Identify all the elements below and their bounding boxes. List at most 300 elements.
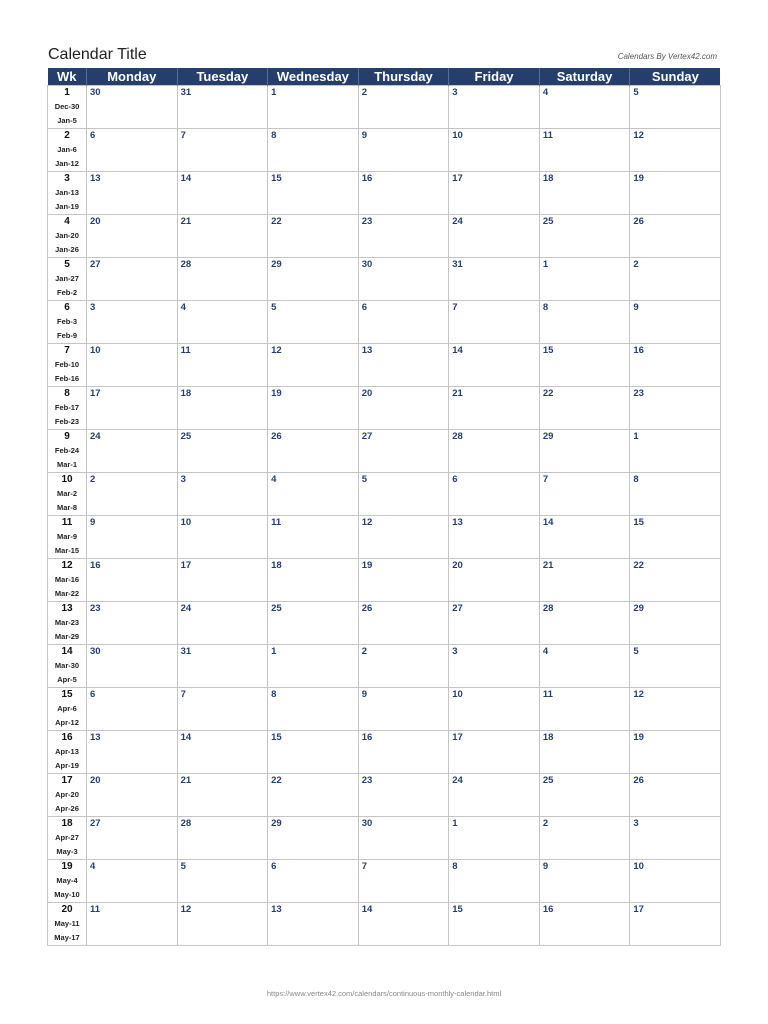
day-cell[interactable] bbox=[630, 559, 721, 602]
week-number: 19 bbox=[61, 861, 73, 872]
day-cell[interactable] bbox=[177, 559, 268, 602]
week-label-cell bbox=[48, 387, 87, 430]
day-cell[interactable] bbox=[539, 129, 630, 172]
day-cell[interactable] bbox=[630, 387, 721, 430]
day-number: 11 bbox=[271, 517, 282, 528]
week-label-cell bbox=[48, 86, 87, 129]
day-cell[interactable] bbox=[358, 430, 449, 473]
day-cell[interactable] bbox=[268, 172, 359, 215]
day-number: 10 bbox=[180, 517, 192, 528]
day-number: 1 bbox=[452, 818, 458, 829]
week-label-cell bbox=[48, 344, 87, 387]
day-cell[interactable] bbox=[87, 860, 178, 903]
week-end-date: Apr-26 bbox=[55, 804, 79, 813]
day-number: 18 bbox=[180, 388, 192, 399]
day-cell[interactable] bbox=[177, 774, 268, 817]
day-number: 29 bbox=[271, 818, 282, 829]
day-cell[interactable] bbox=[268, 559, 359, 602]
day-cell[interactable] bbox=[268, 731, 359, 774]
week-end-date: Feb-9 bbox=[56, 331, 77, 340]
day-number: 15 bbox=[542, 345, 554, 356]
day-cell[interactable] bbox=[177, 645, 268, 688]
day-cell[interactable] bbox=[87, 387, 178, 430]
day-cell[interactable] bbox=[87, 774, 178, 817]
vertex42-credit: Calendars By Vertex42.com bbox=[617, 52, 717, 61]
day-number: 7 bbox=[180, 130, 186, 141]
day-cell[interactable] bbox=[539, 86, 630, 129]
week-end-date: Apr-19 bbox=[55, 761, 79, 770]
day-number: 22 bbox=[633, 560, 644, 571]
week-end-date: Mar-22 bbox=[54, 589, 80, 598]
day-cell[interactable] bbox=[539, 774, 630, 817]
day-number: 26 bbox=[633, 216, 644, 227]
day-number: 26 bbox=[361, 603, 373, 614]
day-number: 4 bbox=[542, 646, 549, 657]
day-cell[interactable] bbox=[539, 215, 630, 258]
day-cell[interactable] bbox=[539, 473, 630, 516]
day-cell[interactable] bbox=[539, 602, 630, 645]
day-number: 16 bbox=[633, 345, 644, 356]
week-start-date: Feb-17 bbox=[54, 403, 80, 412]
week-row bbox=[48, 129, 721, 172]
week-start-date: Apr-13 bbox=[55, 747, 79, 756]
week-label-cell bbox=[48, 602, 87, 645]
day-cell[interactable] bbox=[358, 731, 449, 774]
day-cell[interactable] bbox=[358, 817, 449, 860]
day-cell[interactable] bbox=[539, 516, 630, 559]
week-start-date: Dec-30 bbox=[54, 102, 80, 111]
week-label-cell bbox=[48, 731, 87, 774]
day-number: 7 bbox=[452, 302, 458, 313]
day-cell[interactable] bbox=[87, 645, 178, 688]
day-cell[interactable] bbox=[268, 774, 359, 817]
week-row bbox=[48, 86, 721, 129]
day-cell[interactable] bbox=[358, 344, 449, 387]
day-cell[interactable] bbox=[449, 559, 540, 602]
week-label-cell bbox=[48, 129, 87, 172]
day-number: 14 bbox=[180, 173, 192, 184]
calendar-grid bbox=[47, 68, 721, 946]
day-cell[interactable] bbox=[177, 301, 268, 344]
week-end-date: May-10 bbox=[54, 890, 80, 899]
week-end-date: Mar-1 bbox=[56, 460, 77, 469]
day-cell[interactable] bbox=[449, 774, 540, 817]
day-number: 31 bbox=[180, 87, 192, 98]
day-cell[interactable] bbox=[630, 602, 721, 645]
day-number: 6 bbox=[271, 861, 277, 872]
day-number: 20 bbox=[90, 216, 101, 227]
day-number: 27 bbox=[90, 259, 101, 270]
day-number: 31 bbox=[452, 259, 463, 270]
day-cell[interactable] bbox=[449, 172, 540, 215]
header-day-friday: Friday bbox=[449, 68, 540, 86]
day-cell[interactable] bbox=[87, 731, 178, 774]
day-number: 15 bbox=[271, 732, 282, 743]
day-cell[interactable] bbox=[87, 473, 178, 516]
day-number: 27 bbox=[90, 818, 101, 829]
day-cell[interactable] bbox=[87, 602, 178, 645]
day-number: 17 bbox=[452, 732, 463, 743]
day-cell[interactable] bbox=[358, 774, 449, 817]
day-cell[interactable] bbox=[87, 258, 178, 301]
week-end-date: Mar-29 bbox=[54, 632, 80, 641]
day-cell[interactable] bbox=[630, 129, 721, 172]
day-cell[interactable] bbox=[449, 215, 540, 258]
week-end-date: Feb-2 bbox=[56, 288, 77, 297]
week-number: 13 bbox=[61, 603, 73, 614]
day-cell[interactable] bbox=[358, 860, 449, 903]
week-row bbox=[48, 559, 721, 602]
day-cell[interactable] bbox=[449, 301, 540, 344]
day-cell[interactable] bbox=[630, 473, 721, 516]
day-number: 10 bbox=[452, 689, 463, 700]
day-number: 6 bbox=[452, 474, 458, 485]
day-number: 1 bbox=[271, 87, 277, 98]
day-cell[interactable] bbox=[630, 172, 721, 215]
day-number: 5 bbox=[271, 302, 277, 313]
day-cell[interactable] bbox=[268, 129, 359, 172]
day-cell[interactable] bbox=[539, 344, 630, 387]
day-number: 4 bbox=[542, 87, 549, 98]
day-number: 7 bbox=[542, 474, 549, 485]
day-number: 21 bbox=[180, 775, 192, 786]
day-cell[interactable] bbox=[87, 301, 178, 344]
header-day-thursday: Thursday bbox=[358, 68, 449, 86]
week-number: 6 bbox=[64, 302, 70, 313]
day-cell[interactable] bbox=[87, 86, 178, 129]
day-number: 13 bbox=[90, 173, 101, 184]
week-label-cell bbox=[48, 860, 87, 903]
day-number: 6 bbox=[90, 130, 96, 141]
day-number: 14 bbox=[180, 732, 192, 743]
week-end-date: May-17 bbox=[54, 933, 80, 942]
day-cell[interactable] bbox=[177, 172, 268, 215]
day-number: 9 bbox=[633, 302, 639, 313]
day-cell[interactable] bbox=[177, 258, 268, 301]
week-number: 5 bbox=[64, 259, 70, 270]
day-number: 9 bbox=[361, 689, 367, 700]
day-number: 2 bbox=[542, 818, 549, 829]
week-number: 18 bbox=[61, 818, 73, 829]
week-start-date: Apr-27 bbox=[55, 833, 79, 842]
header-day-wednesday: Wednesday bbox=[268, 68, 359, 86]
day-number: 16 bbox=[361, 732, 373, 743]
day-cell[interactable] bbox=[358, 86, 449, 129]
day-cell[interactable] bbox=[87, 430, 178, 473]
day-number: 9 bbox=[90, 517, 96, 528]
day-cell[interactable] bbox=[449, 645, 540, 688]
day-cell[interactable] bbox=[630, 215, 721, 258]
day-cell[interactable] bbox=[268, 860, 359, 903]
week-end-date: Feb-23 bbox=[54, 417, 80, 426]
day-cell[interactable] bbox=[177, 387, 268, 430]
week-start-date: Apr-6 bbox=[57, 704, 77, 713]
day-number: 7 bbox=[361, 861, 367, 872]
week-end-date: May-3 bbox=[56, 847, 78, 856]
calendar-title[interactable]: Calendar Title bbox=[48, 46, 147, 63]
day-number: 24 bbox=[452, 216, 463, 227]
day-number: 21 bbox=[452, 388, 463, 399]
day-cell[interactable] bbox=[177, 903, 268, 946]
week-row bbox=[48, 301, 721, 344]
week-number: 20 bbox=[61, 904, 73, 915]
day-cell[interactable] bbox=[358, 215, 449, 258]
day-cell[interactable] bbox=[358, 645, 449, 688]
day-cell[interactable] bbox=[358, 903, 449, 946]
day-cell[interactable] bbox=[87, 688, 178, 731]
week-row bbox=[48, 387, 721, 430]
day-cell[interactable] bbox=[630, 774, 721, 817]
week-end-date: Apr-12 bbox=[55, 718, 79, 727]
week-end-date: Jan-19 bbox=[55, 202, 79, 211]
day-cell[interactable] bbox=[539, 688, 630, 731]
day-number: 24 bbox=[90, 431, 101, 442]
day-cell[interactable] bbox=[268, 516, 359, 559]
day-cell[interactable] bbox=[358, 387, 449, 430]
day-cell[interactable] bbox=[539, 903, 630, 946]
day-number: 4 bbox=[271, 474, 277, 485]
day-cell[interactable] bbox=[630, 86, 721, 129]
week-number: 1 bbox=[64, 87, 70, 98]
day-cell[interactable] bbox=[268, 688, 359, 731]
week-start-date: Jan-6 bbox=[57, 145, 77, 154]
week-row bbox=[48, 645, 721, 688]
day-cell[interactable] bbox=[539, 860, 630, 903]
day-number: 19 bbox=[271, 388, 282, 399]
week-start-date: Mar-16 bbox=[54, 575, 80, 584]
day-cell[interactable] bbox=[449, 473, 540, 516]
day-number: 11 bbox=[542, 130, 553, 141]
day-cell[interactable] bbox=[630, 430, 721, 473]
day-cell[interactable] bbox=[539, 258, 630, 301]
week-row bbox=[48, 731, 721, 774]
day-cell[interactable] bbox=[358, 129, 449, 172]
day-cell[interactable] bbox=[268, 301, 359, 344]
day-cell[interactable] bbox=[87, 817, 178, 860]
day-cell[interactable] bbox=[449, 258, 540, 301]
day-cell[interactable] bbox=[630, 645, 721, 688]
day-number: 28 bbox=[542, 603, 554, 614]
day-cell[interactable] bbox=[449, 86, 540, 129]
day-number: 2 bbox=[90, 474, 96, 485]
header-day-tuesday: Tuesday bbox=[177, 68, 268, 86]
day-cell[interactable] bbox=[449, 430, 540, 473]
header-day-sunday: Sunday bbox=[630, 68, 721, 86]
day-cell[interactable] bbox=[630, 817, 721, 860]
day-number: 28 bbox=[452, 431, 463, 442]
day-number: 3 bbox=[633, 818, 639, 829]
day-number: 4 bbox=[90, 861, 96, 872]
day-number: 31 bbox=[180, 646, 192, 657]
day-number: 12 bbox=[271, 345, 282, 356]
day-number: 20 bbox=[452, 560, 463, 571]
day-cell[interactable] bbox=[539, 387, 630, 430]
day-number: 5 bbox=[633, 87, 639, 98]
day-cell[interactable] bbox=[268, 430, 359, 473]
day-number: 9 bbox=[542, 861, 549, 872]
week-label-cell bbox=[48, 215, 87, 258]
day-number: 13 bbox=[452, 517, 463, 528]
day-cell[interactable] bbox=[358, 602, 449, 645]
day-cell[interactable] bbox=[539, 430, 630, 473]
week-start-date: Mar-9 bbox=[56, 532, 77, 541]
day-cell[interactable] bbox=[177, 344, 268, 387]
day-cell[interactable] bbox=[268, 344, 359, 387]
day-cell[interactable] bbox=[449, 817, 540, 860]
day-cell[interactable] bbox=[177, 215, 268, 258]
day-number: 6 bbox=[361, 302, 367, 313]
week-row bbox=[48, 172, 721, 215]
day-number: 17 bbox=[90, 388, 101, 399]
day-number: 3 bbox=[90, 302, 96, 313]
week-number: 10 bbox=[61, 474, 73, 485]
week-number: 2 bbox=[64, 130, 70, 141]
week-label-cell bbox=[48, 172, 87, 215]
day-number: 16 bbox=[361, 173, 373, 184]
week-start-date: Feb-24 bbox=[54, 446, 80, 455]
day-cell[interactable] bbox=[87, 344, 178, 387]
day-cell[interactable] bbox=[539, 645, 630, 688]
week-start-date: Feb-3 bbox=[56, 317, 77, 326]
day-cell[interactable] bbox=[449, 688, 540, 731]
day-cell[interactable] bbox=[630, 258, 721, 301]
day-cell[interactable] bbox=[358, 473, 449, 516]
day-cell[interactable] bbox=[449, 516, 540, 559]
day-cell[interactable] bbox=[358, 172, 449, 215]
day-cell[interactable] bbox=[449, 731, 540, 774]
day-cell[interactable] bbox=[268, 903, 359, 946]
week-start-date: Apr-20 bbox=[55, 790, 79, 799]
week-start-date: Jan-20 bbox=[55, 231, 79, 240]
day-cell[interactable] bbox=[539, 817, 630, 860]
day-number: 17 bbox=[633, 904, 644, 915]
day-cell[interactable] bbox=[449, 129, 540, 172]
day-cell[interactable] bbox=[87, 172, 178, 215]
day-cell[interactable] bbox=[358, 516, 449, 559]
day-number: 5 bbox=[633, 646, 639, 657]
day-cell[interactable] bbox=[87, 129, 178, 172]
week-start-date: Mar-23 bbox=[54, 618, 80, 627]
day-cell[interactable] bbox=[630, 301, 721, 344]
day-number: 8 bbox=[542, 302, 549, 313]
day-cell[interactable] bbox=[449, 344, 540, 387]
week-start-date: May-11 bbox=[54, 919, 80, 928]
day-number: 25 bbox=[542, 216, 554, 227]
day-number: 19 bbox=[361, 560, 373, 571]
day-cell[interactable] bbox=[358, 559, 449, 602]
day-number: 19 bbox=[633, 173, 644, 184]
day-cell[interactable] bbox=[177, 817, 268, 860]
day-number: 26 bbox=[271, 431, 282, 442]
week-start-date: May-4 bbox=[56, 876, 78, 885]
day-cell[interactable] bbox=[539, 301, 630, 344]
week-number: 17 bbox=[61, 775, 73, 786]
header-day-monday: Monday bbox=[87, 68, 178, 86]
day-cell[interactable] bbox=[539, 172, 630, 215]
day-cell[interactable] bbox=[177, 516, 268, 559]
day-number: 11 bbox=[542, 689, 553, 700]
day-cell[interactable] bbox=[87, 559, 178, 602]
day-cell[interactable] bbox=[630, 688, 721, 731]
day-cell[interactable] bbox=[177, 129, 268, 172]
day-number: 30 bbox=[90, 646, 101, 657]
day-cell[interactable] bbox=[268, 258, 359, 301]
day-cell[interactable] bbox=[177, 430, 268, 473]
day-cell[interactable] bbox=[449, 903, 540, 946]
day-cell[interactable] bbox=[177, 473, 268, 516]
day-number: 20 bbox=[361, 388, 373, 399]
day-cell[interactable] bbox=[268, 645, 359, 688]
day-number: 25 bbox=[271, 603, 282, 614]
day-cell[interactable] bbox=[177, 602, 268, 645]
day-cell[interactable] bbox=[268, 387, 359, 430]
day-cell[interactable] bbox=[539, 559, 630, 602]
day-number: 1 bbox=[271, 646, 277, 657]
day-cell[interactable] bbox=[268, 602, 359, 645]
day-number: 7 bbox=[180, 689, 186, 700]
day-number: 13 bbox=[90, 732, 101, 743]
day-number: 18 bbox=[542, 732, 554, 743]
day-cell[interactable] bbox=[630, 903, 721, 946]
week-label-cell bbox=[48, 473, 87, 516]
day-number: 17 bbox=[452, 173, 463, 184]
day-number: 30 bbox=[361, 818, 373, 829]
day-cell[interactable] bbox=[268, 817, 359, 860]
day-number: 19 bbox=[633, 732, 644, 743]
day-number: 8 bbox=[271, 130, 277, 141]
day-number: 21 bbox=[180, 216, 192, 227]
day-cell[interactable] bbox=[449, 602, 540, 645]
day-cell[interactable] bbox=[449, 387, 540, 430]
day-cell[interactable] bbox=[358, 301, 449, 344]
day-cell[interactable] bbox=[449, 860, 540, 903]
day-cell[interactable] bbox=[177, 86, 268, 129]
day-number: 3 bbox=[452, 646, 458, 657]
day-number: 3 bbox=[452, 87, 458, 98]
day-number: 12 bbox=[633, 130, 644, 141]
day-cell[interactable] bbox=[177, 860, 268, 903]
day-number: 16 bbox=[90, 560, 101, 571]
day-cell[interactable] bbox=[268, 86, 359, 129]
day-number: 24 bbox=[180, 603, 192, 614]
day-cell[interactable] bbox=[630, 516, 721, 559]
day-cell[interactable] bbox=[177, 688, 268, 731]
day-cell[interactable] bbox=[358, 258, 449, 301]
day-cell[interactable] bbox=[268, 215, 359, 258]
day-cell[interactable] bbox=[177, 731, 268, 774]
day-cell[interactable] bbox=[358, 688, 449, 731]
day-number: 3 bbox=[180, 474, 186, 485]
day-cell[interactable] bbox=[630, 344, 721, 387]
day-cell[interactable] bbox=[268, 473, 359, 516]
day-number: 4 bbox=[180, 302, 186, 313]
day-cell[interactable] bbox=[87, 516, 178, 559]
week-label-cell bbox=[48, 688, 87, 731]
header-day-saturday: Saturday bbox=[539, 68, 630, 86]
weekday-header-row bbox=[48, 68, 721, 86]
day-cell[interactable] bbox=[87, 215, 178, 258]
day-cell[interactable] bbox=[630, 731, 721, 774]
day-cell[interactable] bbox=[87, 903, 178, 946]
day-cell[interactable] bbox=[630, 860, 721, 903]
footer-url[interactable]: https://www.vertex42.com/calendars/continuous-monthly-calendar.html bbox=[266, 989, 502, 998]
day-number: 25 bbox=[542, 775, 554, 786]
day-cell[interactable] bbox=[539, 731, 630, 774]
calendar-body bbox=[48, 86, 721, 946]
week-row bbox=[48, 774, 721, 817]
week-label-cell bbox=[48, 301, 87, 344]
week-end-date: Mar-8 bbox=[56, 503, 77, 512]
